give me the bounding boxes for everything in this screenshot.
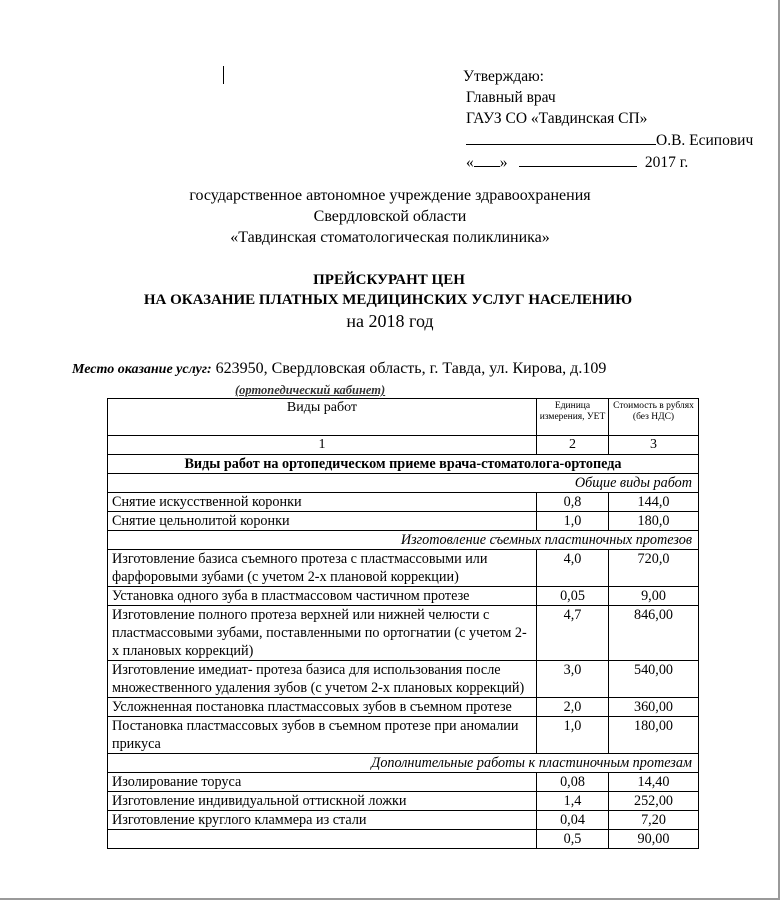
org-line-1: государственное автономное учреждение здравоохранения [189, 187, 591, 204]
service-price: 180,00 [609, 717, 699, 754]
service-unit: 1,0 [537, 717, 609, 754]
service-price: 720,0 [609, 550, 699, 587]
service-name: Снятие искусственной коронки [108, 493, 537, 512]
service-name: Изолирование торуса [108, 773, 537, 792]
table-row [108, 606, 699, 661]
table-header-row [108, 399, 699, 436]
date-open-quote: « [466, 154, 474, 171]
service-price: 144,0 [609, 493, 699, 512]
table-row [108, 587, 699, 606]
service-price: 252,00 [609, 792, 699, 811]
section-title-row [108, 455, 699, 474]
signature-line [463, 129, 753, 151]
day-blank [474, 151, 500, 167]
service-price: 180,0 [609, 512, 699, 531]
signature-name: О.В. Есипович [656, 132, 754, 149]
service-unit: 4,7 [537, 606, 609, 661]
table-row [108, 811, 699, 830]
service-price: 14,40 [609, 773, 699, 792]
service-unit: 0,08 [537, 773, 609, 792]
service-name: Снятие цельнолитой коронки [108, 512, 537, 531]
service-unit: 0,5 [537, 830, 609, 849]
month-blank [519, 151, 637, 167]
group-title-row [108, 531, 699, 550]
service-name: Постановка пластмассовых зубов в съемном протезе при аномалии прикуса [108, 717, 537, 754]
cabinet-note: (ортопедический кабинет) [235, 383, 386, 397]
group-title-row [108, 754, 699, 773]
service-price: 846,00 [609, 606, 699, 661]
service-name: Установка одного зуба в пластмассовом частичном протезе [108, 587, 537, 606]
column-number-1: 1 [108, 436, 537, 455]
title-line-1: ПРЕЙСКУРАНТ ЦЕН [313, 272, 465, 288]
document-title [0, 270, 780, 332]
service-unit: 0,8 [537, 493, 609, 512]
place-label: Место оказание услуг: [72, 362, 212, 377]
section-title: Виды работ на ортопедическом приеме врача-стоматолога-ортопеда [108, 455, 699, 474]
service-unit: 2,0 [537, 698, 609, 717]
service-name: Изготовление имедиат- протеза базиса для использования после множественного удаления зубов (с учетом 2-х плановых коррекций) [108, 661, 537, 698]
table-row [108, 512, 699, 531]
signature-blank [466, 129, 656, 145]
org-short-name: ГАУЗ СО «Тавдинская СП» [466, 110, 648, 127]
service-price: 360,00 [609, 698, 699, 717]
column-number-row [108, 436, 699, 455]
group-title: Дополнительные работы к пластиночным протезам [108, 754, 699, 773]
table-row [108, 493, 699, 512]
price-table [107, 398, 699, 849]
organization-header [0, 185, 780, 248]
date-line [463, 151, 753, 173]
approval-block [463, 66, 753, 173]
chief-doctor-label: Главный врач [466, 89, 556, 106]
table-row [108, 773, 699, 792]
approve-label: Утверждаю: [463, 68, 544, 85]
service-name [108, 830, 537, 849]
org-line-3: «Тавдинская стоматологическая поликлиника» [230, 229, 550, 246]
service-name: Изготовление индивидуальной оттискной ложки [108, 792, 537, 811]
header-price: Стоимость в рублях (без НДС) [609, 399, 699, 436]
service-price: 90,00 [609, 830, 699, 849]
group-title-row [108, 474, 699, 493]
service-name: Изготовление полного протеза верхней или нижней челюсти с пластмассовыми зубами, поставленными по ортогнатии (с учетом 2-х плановых коррекций) [108, 606, 537, 661]
date-close-quote: » [499, 154, 508, 171]
group-title: Общие виды работ [108, 474, 699, 493]
text-cursor [223, 66, 224, 84]
column-number-3: 3 [609, 436, 699, 455]
service-unit: 1,4 [537, 792, 609, 811]
service-unit: 1,0 [537, 512, 609, 531]
column-number-2: 2 [537, 436, 609, 455]
title-line-3: на 2018 год [346, 311, 434, 331]
service-name: Усложненная постановка пластмассовых зубов в съемном протезе [108, 698, 537, 717]
table-row [108, 717, 699, 754]
header-work: Виды работ [108, 399, 537, 436]
org-line-2: Свердловской области [313, 208, 467, 225]
service-unit: 0,05 [537, 587, 609, 606]
table-row [108, 792, 699, 811]
group-title: Изготовление съемных пластиночных протезов [108, 531, 699, 550]
service-place [72, 360, 606, 378]
service-price: 7,20 [609, 811, 699, 830]
service-price: 540,00 [609, 661, 699, 698]
title-line-2: НА ОКАЗАНИЕ ПЛАТНЫХ МЕДИЦИНСКИХ УСЛУГ НАСЕЛЕНИЮ [143, 292, 633, 308]
service-unit: 4,0 [537, 550, 609, 587]
service-unit: 0,04 [537, 811, 609, 830]
service-unit: 3,0 [537, 661, 609, 698]
table-row [108, 550, 699, 587]
date-year: 2017 г. [644, 154, 689, 171]
header-unit: Единица измерения, УЕТ [537, 399, 609, 436]
table-row [108, 661, 699, 698]
table-row [108, 830, 699, 849]
service-name: Изготовление круглого кламмера из стали [108, 811, 537, 830]
place-address: 623950, Свердловская область, г. Тавда, ул. Кирова, д.109 [211, 360, 607, 377]
table-row [108, 698, 699, 717]
service-name: Изготовление базиса съемного протеза с пластмассовыми или фарфоровыми зубами (с учетом 2-х плановой коррекции) [108, 550, 537, 587]
service-price: 9,00 [609, 587, 699, 606]
